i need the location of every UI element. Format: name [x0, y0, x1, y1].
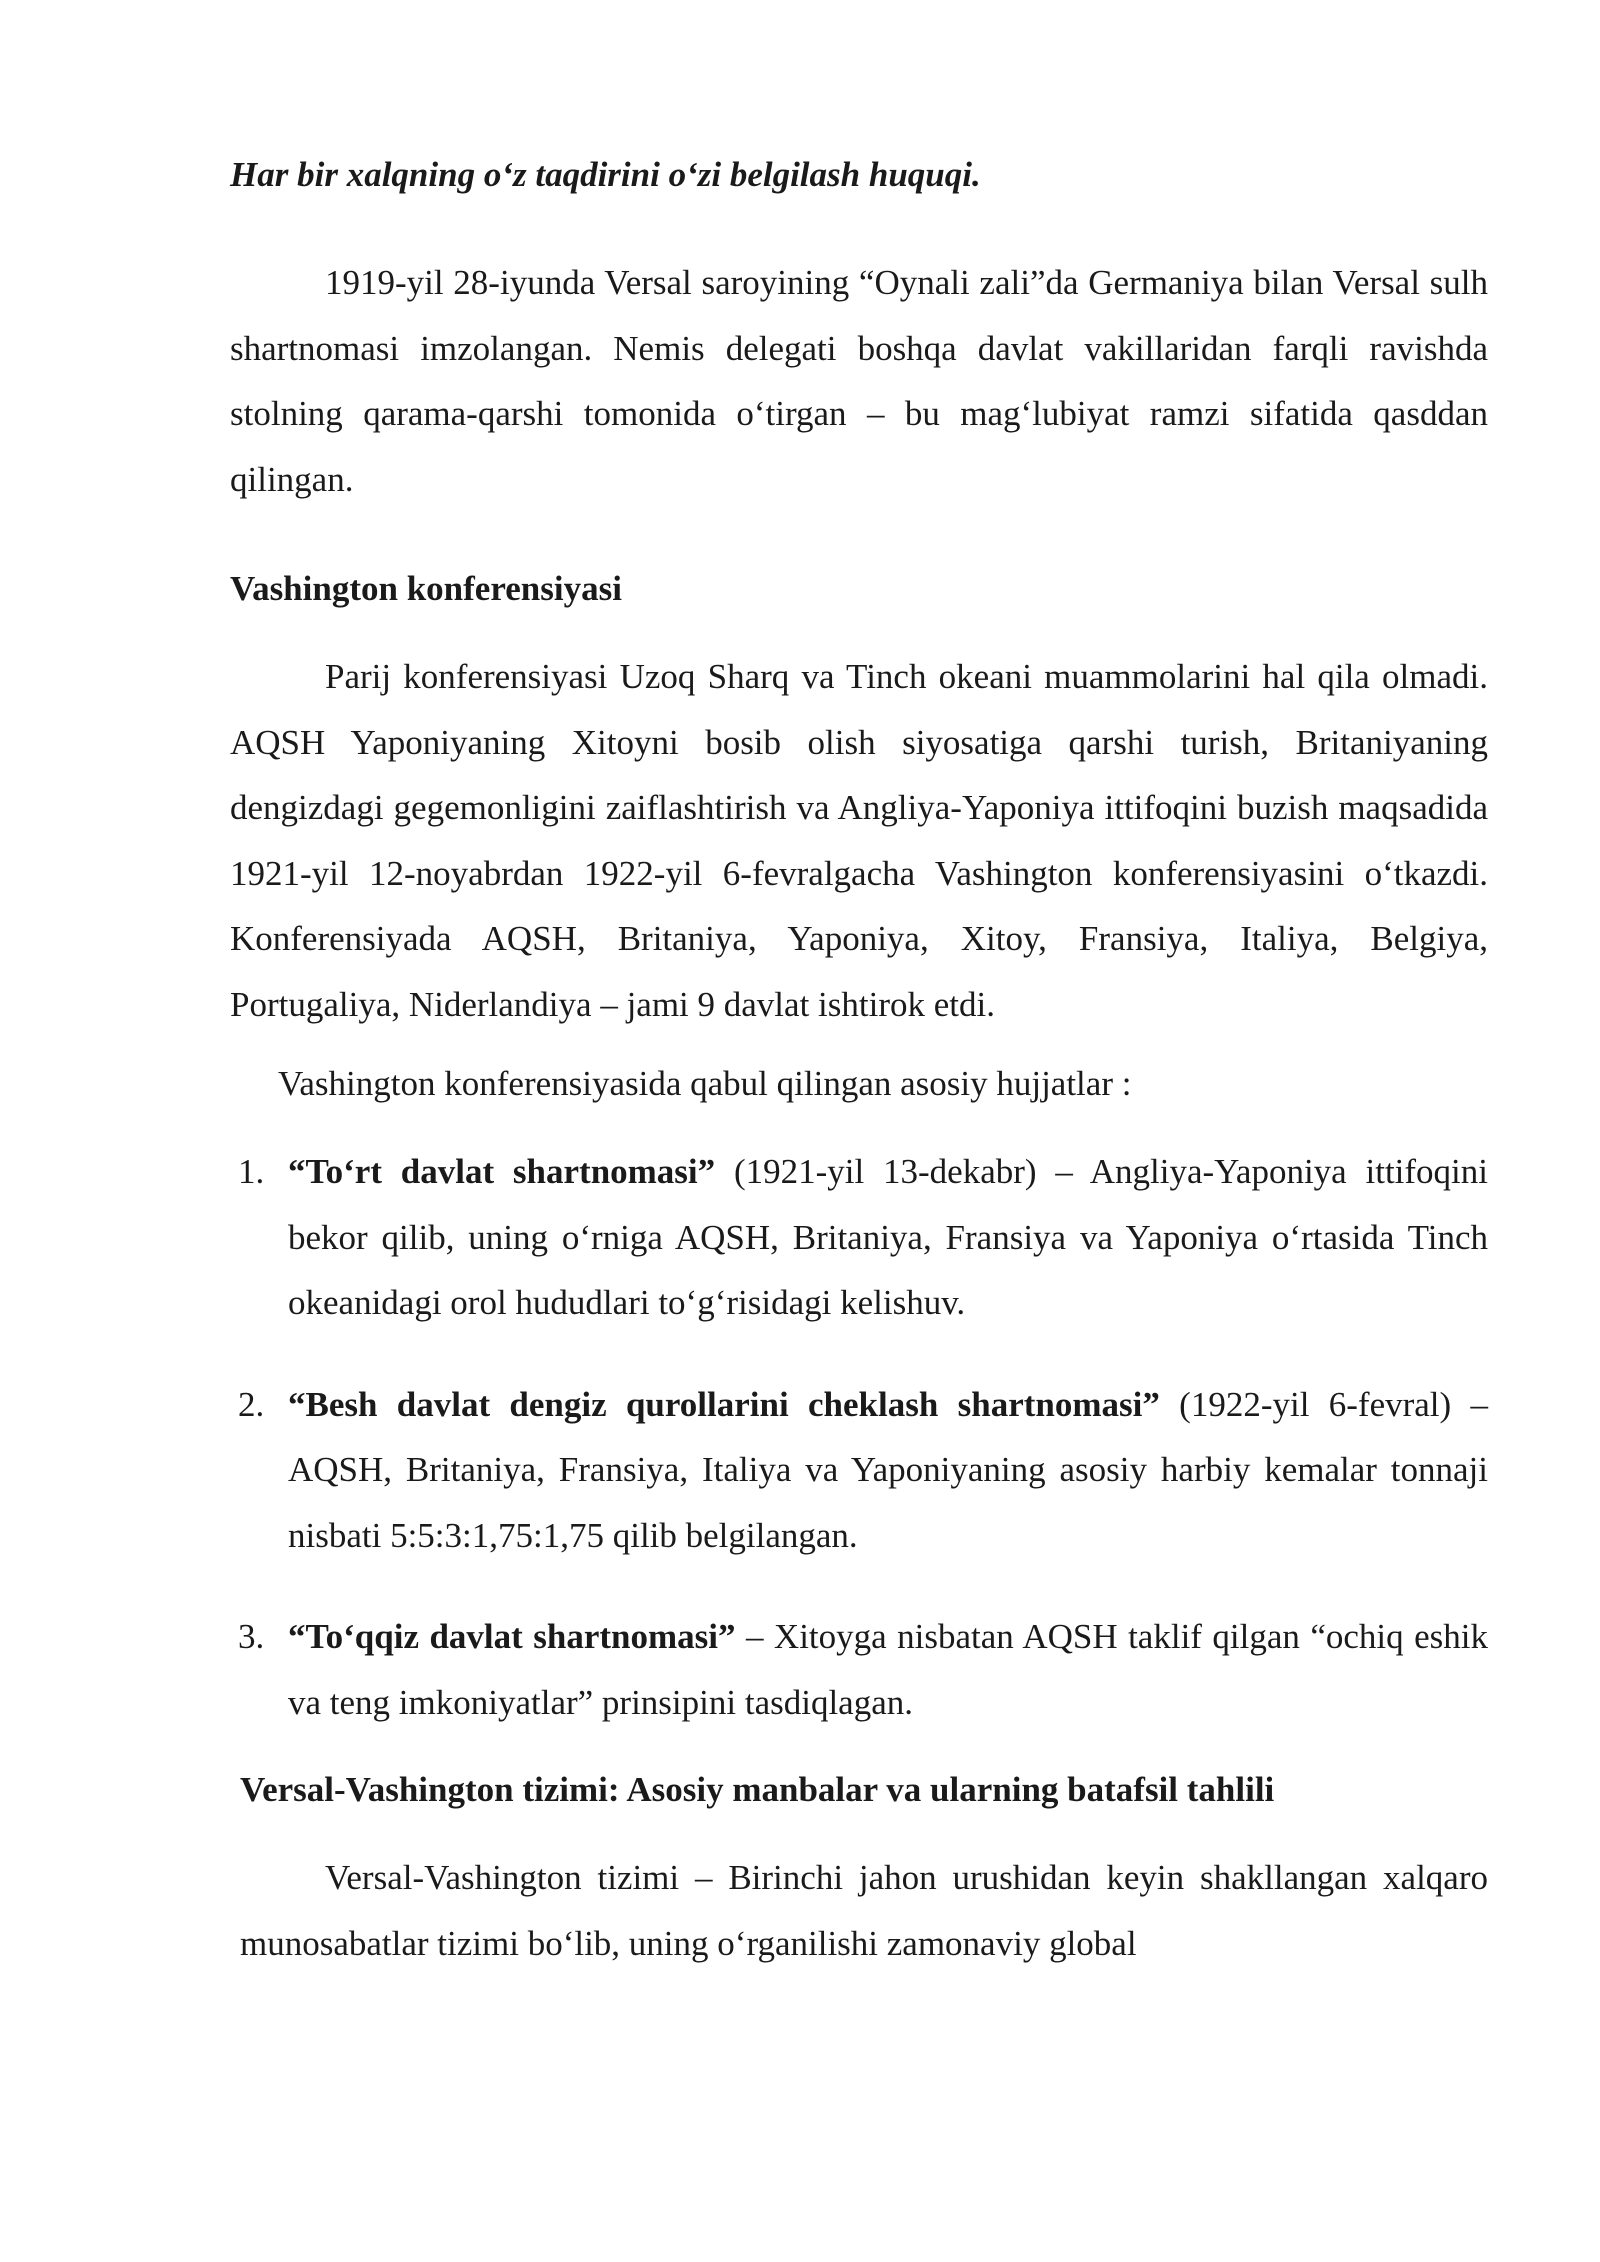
italic-heading: Har bir xalqning o‘z taqdirini o‘zi belgilash huquqi.: [230, 155, 981, 194]
list-item-title: “Besh davlat dengiz qurollarini cheklash shartnomasi”: [288, 1384, 1160, 1424]
list-item: [230, 1372, 1488, 1569]
documents-list: [230, 1139, 1488, 1735]
list-item-text: (1921-yil 13-dekabr) – Angliya-Yaponiya ittifoqini bekor qilib, uning o‘rniga AQSH, Britaniya, Fransiya va Yaponiya o‘rtasida Tinch okeanidagi orol hududlari to‘g‘risidagi kelishuv.: [288, 1152, 1488, 1322]
list-item-text: – Xitoyga nisbatan AQSH taklif qilgan “ochiq eshik va teng imkoniyatlar” prinsipini tasdiqlagan.: [288, 1617, 1489, 1722]
list-number: 2.: [238, 1384, 265, 1424]
list-item-title: “To‘qqiz davlat shartnomasi”: [288, 1617, 736, 1656]
list-number: 1.: [238, 1152, 265, 1191]
paragraph-versailles: 1919-yil 28-iyunda Versal saroyining “Oynali zali”da Germaniya bilan Versal sulh shartnomasi imzolangan. Nemis delegati boshqa davlat vakillaridan farqli ravishda stolning qarama-qarshi tomonida o‘tirgan – bu mag‘lubiyat ramzi sifatida qasddan qilingan.: [230, 263, 1488, 499]
paragraph-washington-conference: Parij konferensiyasi Uzoq Sharq va Tinch okeani muammolarini hal qila olmadi. AQSH Yaponiyaning Xitoyni bosib olish siyosatiga qarshi turish, Britaniyaning dengizdagi gegemonligini zaiflashtirish va Angliya-Yaponiya ittifoqini buzish maqsadida 1921-yil 12-noyabrdan 1922-yil 6-fevralgacha Vashington konferensiyasini o‘tkazdi. Konferensiyada AQSH, Britaniya, Yaponiya, Xitoy, Fransiya, Italiya, Belgiya, Portugaliya, Niderlandiya – jami 9 davlat ishtirok etdi.: [230, 657, 1488, 1024]
list-item-title: “To‘rt davlat shartnomasi”: [288, 1152, 716, 1191]
list-item: [230, 1604, 1488, 1735]
list-intro: Vashington konferensiyasida qabul qilingan asosiy hujjatlar :: [278, 1064, 1132, 1103]
section-heading-washington: Vashington konferensiyasi: [230, 569, 622, 608]
paragraph-system-analysis: Versal-Vashington tizimi – Birinchi jahon urushidan keyin shakllangan xalqaro munosabatlar tizimi bo‘lib, uning o‘rganilishi zamonaviy global: [240, 1858, 1488, 1963]
list-number: 3.: [238, 1617, 265, 1656]
list-item: [230, 1139, 1488, 1336]
list-item-text: (1922-yil 6-fevral) – AQSH, Britaniya, Fransiya, Italiya va Yaponiyaning asosiy harbiy kemalar tonnaji nisbati 5:5:3:1,75:1,75 qilib belgilangan.: [288, 1384, 1488, 1555]
section-heading-versailles-washington-system: Versal-Vashington tizimi: Asosiy manbalar va ularning batafsil tahlili: [240, 1770, 1275, 1809]
